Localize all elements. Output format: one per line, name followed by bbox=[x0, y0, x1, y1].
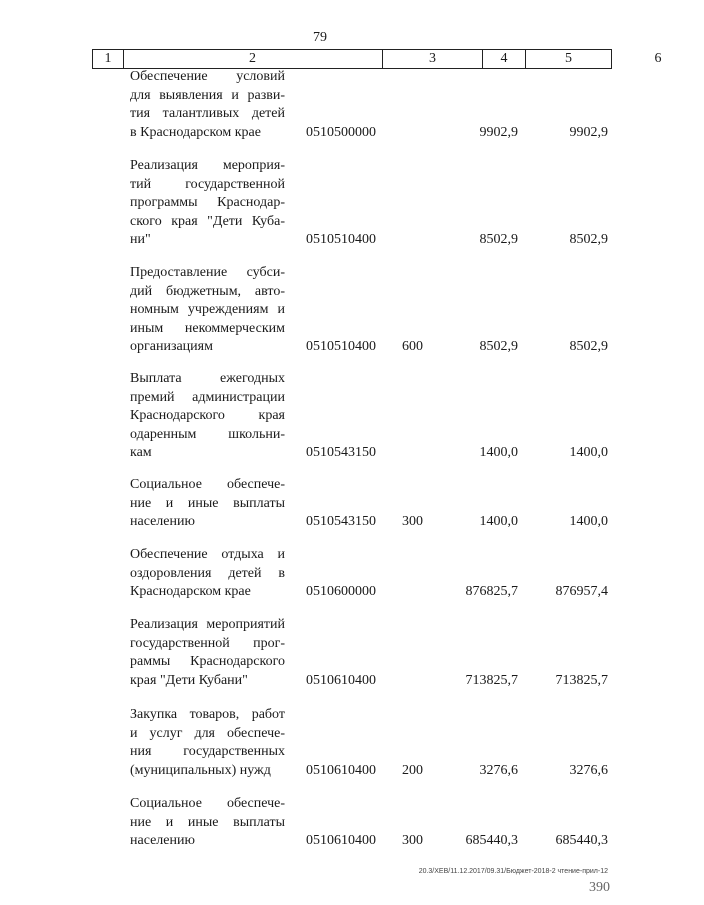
description-line: в Краснодарском крае bbox=[130, 124, 261, 140]
header-col-3: 3 bbox=[383, 50, 483, 68]
row-amount-2018: 8502,9 bbox=[479, 232, 518, 247]
row-amount-2018: 1400,0 bbox=[479, 514, 518, 529]
description-line: Обеспечение условий bbox=[130, 69, 285, 84]
description-line: ния государственных bbox=[130, 744, 285, 759]
description-line: ние и иные выплаты bbox=[130, 814, 285, 830]
description-line: организациям bbox=[130, 339, 213, 354]
description-line: Обеспечение отдыха и bbox=[130, 547, 285, 562]
description-line: края "Дети Кубани" bbox=[130, 672, 248, 688]
row-description bbox=[130, 706, 285, 780]
header-col-1: 1 bbox=[92, 50, 124, 68]
description-line: тий государственной bbox=[130, 176, 285, 192]
row-description bbox=[130, 546, 285, 602]
description-line: населению bbox=[130, 514, 195, 529]
row-code: 0510610400 bbox=[306, 833, 376, 848]
description-line: оздоровления детей в bbox=[130, 565, 285, 581]
header-col-4: 4 bbox=[483, 50, 526, 68]
row-code: 0510500000 bbox=[306, 124, 376, 140]
row-amount-2019: 713825,7 bbox=[555, 672, 608, 688]
description-line: номным учреждениям и bbox=[130, 302, 285, 317]
row-amount-2018: 685440,3 bbox=[465, 833, 518, 848]
row-amount-2019: 8502,9 bbox=[569, 339, 608, 354]
row-amount-2018: 3276,6 bbox=[479, 762, 518, 778]
sheet-number: 390 bbox=[589, 880, 610, 895]
description-line: Краснодарского края bbox=[130, 408, 285, 423]
description-line: иным некоммерческим bbox=[130, 320, 285, 336]
row-code: 0510610400 bbox=[306, 672, 376, 688]
header-col-2: 2 bbox=[123, 50, 383, 68]
row-description bbox=[130, 264, 285, 357]
description-line: ского края "Дети Куба- bbox=[130, 213, 285, 229]
description-line: Выплата ежегодных bbox=[130, 371, 285, 386]
page-number: 79 bbox=[313, 30, 327, 45]
row-amount-2018: 8502,9 bbox=[479, 339, 518, 354]
description-line: Предоставление субси- bbox=[130, 265, 285, 280]
row-expense-type: 200 bbox=[402, 762, 423, 778]
description-line: Реализация мероприя- bbox=[130, 158, 285, 173]
description-line: тия талантливых детей bbox=[130, 106, 285, 121]
table-header bbox=[92, 49, 662, 69]
row-expense-type: 600 bbox=[402, 339, 423, 354]
description-line: государственной прог- bbox=[130, 635, 285, 651]
row-code: 0510510400 bbox=[306, 339, 376, 354]
description-line: Социальное обеспече- bbox=[130, 796, 285, 811]
description-line: ни" bbox=[130, 232, 151, 247]
row-amount-2019: 876957,4 bbox=[555, 584, 608, 599]
row-amount-2019: 1400,0 bbox=[569, 445, 608, 460]
row-description bbox=[130, 157, 285, 250]
description-line: для выявления и разви- bbox=[130, 87, 285, 103]
row-description bbox=[130, 476, 285, 532]
description-line: дий бюджетным, авто- bbox=[130, 283, 285, 299]
row-code: 0510600000 bbox=[306, 584, 376, 599]
description-line: Закупка товаров, работ bbox=[130, 707, 285, 722]
row-code: 0510510400 bbox=[306, 232, 376, 247]
row-description bbox=[130, 616, 285, 690]
row-amount-2018: 876825,7 bbox=[465, 584, 518, 599]
description-line: раммы Краснодарского bbox=[130, 654, 285, 669]
row-amount-2018: 1400,0 bbox=[479, 445, 518, 460]
description-line: Реализация мероприятий bbox=[130, 617, 285, 632]
description-line: Краснодарском крае bbox=[130, 584, 251, 599]
row-amount-2019: 8502,9 bbox=[569, 232, 608, 247]
description-line: кам bbox=[130, 445, 152, 460]
description-line: населению bbox=[130, 833, 195, 848]
description-line: одаренным школьни- bbox=[130, 426, 285, 442]
description-line: Социальное обеспече- bbox=[130, 477, 285, 492]
row-amount-2019: 9902,9 bbox=[569, 124, 608, 140]
row-description bbox=[130, 795, 285, 851]
header-col-6: 6 bbox=[654, 51, 662, 66]
description-line: и услуг для обеспече- bbox=[130, 725, 285, 741]
row-amount-2019: 1400,0 bbox=[569, 514, 608, 529]
footer-stamp: 20.3/ХЕВ/11.12.2017/09.31/Бюджет-2018-2 чтение-прил-12 bbox=[418, 868, 608, 875]
row-code: 0510610400 bbox=[306, 762, 376, 778]
header-col-5: 5 bbox=[526, 50, 612, 68]
row-amount-2018: 9902,9 bbox=[479, 124, 518, 140]
row-expense-type: 300 bbox=[402, 833, 423, 848]
row-expense-type: 300 bbox=[402, 514, 423, 529]
row-description bbox=[130, 370, 285, 463]
row-description bbox=[130, 68, 285, 142]
description-line: программы Краснодар- bbox=[130, 195, 285, 210]
description-line: премий администрации bbox=[130, 389, 285, 405]
row-amount-2018: 713825,7 bbox=[465, 672, 518, 688]
row-code: 0510543150 bbox=[306, 514, 376, 529]
row-code: 0510543150 bbox=[306, 445, 376, 460]
description-line: ние и иные выплаты bbox=[130, 495, 285, 511]
row-amount-2019: 3276,6 bbox=[569, 762, 608, 778]
row-amount-2019: 685440,3 bbox=[555, 833, 608, 848]
description-line: (муниципальных) нужд bbox=[130, 762, 271, 778]
